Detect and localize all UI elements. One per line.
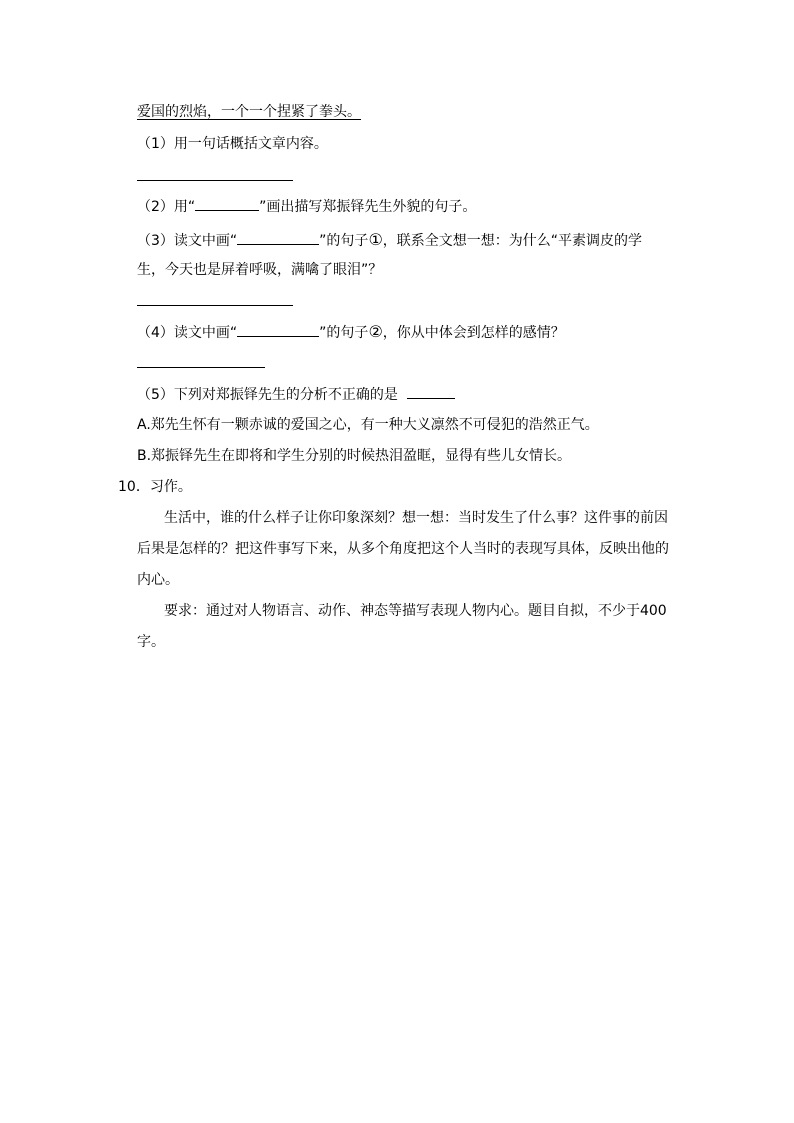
option-b[interactable]: B.郑振铎先生在即将和学生分别的时候热泪盈眶，显得有些儿女情长。 bbox=[137, 448, 572, 464]
question-3-prefix: （3）读文中画“ bbox=[137, 233, 238, 249]
question-4-mid: ”的句子 bbox=[319, 325, 369, 341]
answer-line-q3[interactable] bbox=[137, 305, 293, 306]
question-5-text: （5）下列对郑振铎先生的分析不正确的是 bbox=[137, 387, 398, 403]
question-4 bbox=[137, 322, 565, 343]
answer-line-q4[interactable] bbox=[137, 367, 265, 368]
question-4-prefix: （4）读文中画“ bbox=[137, 325, 238, 341]
option-a[interactable]: A.郑先生怀有一颗赤诚的爱国之心，有一种大义凛然不可侵犯的浩然正气。 bbox=[137, 417, 599, 433]
essay-requirement-line-1: 要求：通过对人物语言、动作、神态等描写表现人物内心。题目自拟，不少于400 bbox=[164, 603, 667, 619]
essay-prompt-line-1: 生活中，谁的什么样子让你印象深刻？想一想：当时发生了什么事？这件事的前因 bbox=[164, 510, 668, 526]
blank-q5[interactable] bbox=[407, 384, 455, 399]
question-4-suffix: ，你从中体会到怎样的感情？ bbox=[382, 325, 565, 341]
question-10-title: 习作。 bbox=[149, 479, 192, 495]
circle-number-2: ② bbox=[368, 322, 383, 341]
question-3-line-2: 生，今天也是屏着呼吸，满噙了眼泪”？ bbox=[137, 262, 383, 278]
blank-q3[interactable] bbox=[237, 230, 319, 245]
blank-q2[interactable] bbox=[195, 196, 259, 211]
question-1: （1）用一句话概括文章内容。 bbox=[137, 136, 328, 152]
question-5 bbox=[137, 384, 455, 405]
circle-number-1: ① bbox=[368, 230, 383, 249]
question-2 bbox=[137, 196, 476, 217]
question-2-prefix: （2）用“ bbox=[137, 199, 196, 215]
essay-requirement-line-2: 字。 bbox=[137, 634, 165, 650]
blank-q4[interactable] bbox=[237, 322, 319, 337]
essay-prompt-line-3: 内心。 bbox=[137, 572, 179, 588]
question-3 bbox=[137, 230, 642, 251]
essay-prompt-line-2: 后果是怎样的？把这件事写下来，从多个角度把这个人当时的表现写具体，反映出他的 bbox=[137, 541, 669, 557]
question-10-number: 10． bbox=[118, 479, 150, 495]
question-10-heading bbox=[118, 477, 192, 497]
answer-line-q1[interactable] bbox=[137, 180, 293, 181]
question-2-suffix: ”画出描写郑振铎先生外貌的句子。 bbox=[259, 199, 477, 215]
question-3-suffix: ，联系全文想一想：为什么“平素调皮的学 bbox=[382, 233, 643, 249]
passage-closing-line: 爱国的烈焰，一个一个捏紧了拳头。 bbox=[137, 104, 361, 120]
question-3-mid: ”的句子 bbox=[319, 233, 369, 249]
